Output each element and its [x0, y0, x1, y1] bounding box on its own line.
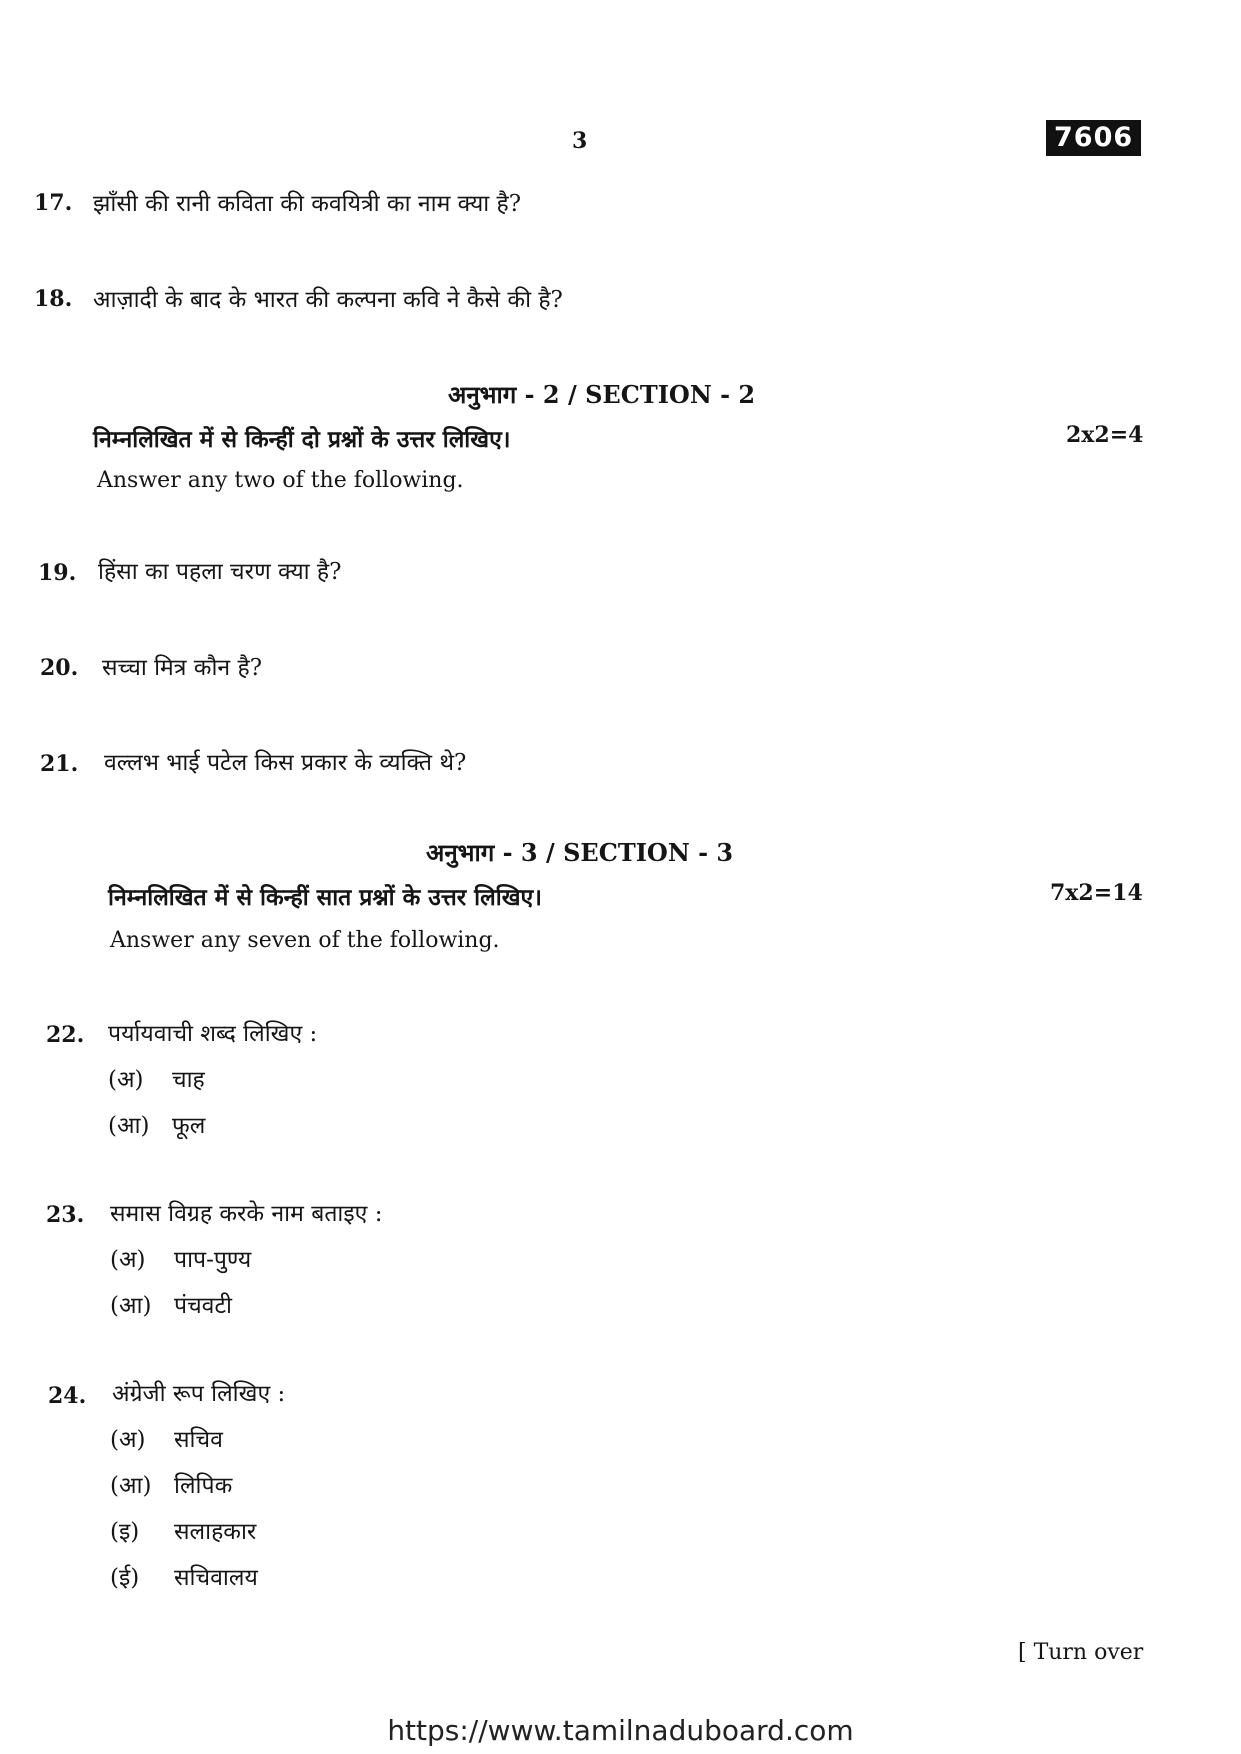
question-number: 21. — [40, 751, 79, 777]
option-label: (आ) — [110, 1293, 152, 1319]
question-text: हिंसा का पहला चरण क्या है? — [98, 559, 342, 585]
turn-over-note: [ Turn over — [1018, 1640, 1144, 1665]
question-text: झाँसी की रानी कविता की कवयित्री का नाम क्या है? — [93, 191, 522, 217]
question-text: वल्लभ भाई पटेल किस प्रकार के व्यक्ति थे? — [104, 750, 467, 776]
section-2-instruction-english: Answer any two of the following. — [97, 468, 464, 493]
question-text: सच्चा मित्र कौन है? — [102, 655, 263, 681]
option-text: लिपिक — [174, 1473, 233, 1499]
option-item — [110, 1422, 223, 1454]
option-text: चाह — [172, 1067, 205, 1093]
question-text: अंग्रेजी रूप लिखिए : — [112, 1381, 286, 1407]
option-text: पाप-पुण्य — [174, 1247, 252, 1273]
question-text: आज़ादी के बाद के भारत की कल्पना कवि ने कैसे की है? — [93, 287, 563, 313]
option-text: पंचवटी — [174, 1293, 233, 1319]
section-3-marks: 7x2=14 — [1050, 880, 1143, 906]
section-3-instruction-english: Answer any seven of the following. — [110, 928, 500, 953]
option-text: फूल — [172, 1113, 206, 1139]
section-3-instruction-hindi: निम्नलिखित में से किन्हीं सात प्रश्नों के उत्तर लिखिए। — [108, 884, 542, 911]
watermark-url: https://www.tamilnaduboard.com — [387, 1714, 854, 1747]
question-number: 19. — [38, 560, 77, 586]
option-item — [110, 1288, 232, 1320]
option-item — [108, 1062, 205, 1094]
option-text: सलाहकार — [174, 1519, 257, 1545]
option-item — [110, 1242, 251, 1274]
option-label: (इ) — [110, 1519, 140, 1545]
option-label: (अ) — [110, 1427, 146, 1453]
option-item — [110, 1514, 256, 1546]
option-item — [110, 1560, 258, 1592]
question-number: 20. — [40, 655, 79, 681]
option-label: (आ) — [110, 1473, 152, 1499]
section-2-instruction-hindi: निम्नलिखित में से किन्हीं दो प्रश्नों के उत्तर लिखिए। — [93, 426, 511, 453]
question-number: 17. — [34, 190, 73, 216]
option-label: (अ) — [110, 1247, 146, 1273]
question-number: 24. — [48, 1383, 87, 1409]
question-text: पर्यायवाची शब्द लिखिए : — [108, 1021, 318, 1047]
option-item — [110, 1468, 232, 1500]
paper-code-badge: 7606 — [1046, 120, 1141, 156]
option-text: सचिवालय — [174, 1565, 258, 1591]
option-label: (आ) — [108, 1113, 150, 1139]
section-2-heading: अनुभाग - 2 / SECTION - 2 — [448, 380, 756, 409]
option-text: सचिव — [174, 1427, 223, 1453]
question-number: 18. — [34, 286, 73, 312]
option-item — [108, 1108, 205, 1140]
section-2-marks: 2x2=4 — [1066, 422, 1144, 448]
option-label: (ई) — [110, 1565, 140, 1591]
page-number: 3 — [572, 128, 588, 154]
question-number: 22. — [46, 1022, 85, 1048]
question-text: समास विग्रह करके नाम बताइए : — [110, 1201, 383, 1227]
question-number: 23. — [46, 1202, 85, 1228]
option-label: (अ) — [108, 1067, 144, 1093]
section-3-heading: अनुभाग - 3 / SECTION - 3 — [426, 838, 734, 867]
